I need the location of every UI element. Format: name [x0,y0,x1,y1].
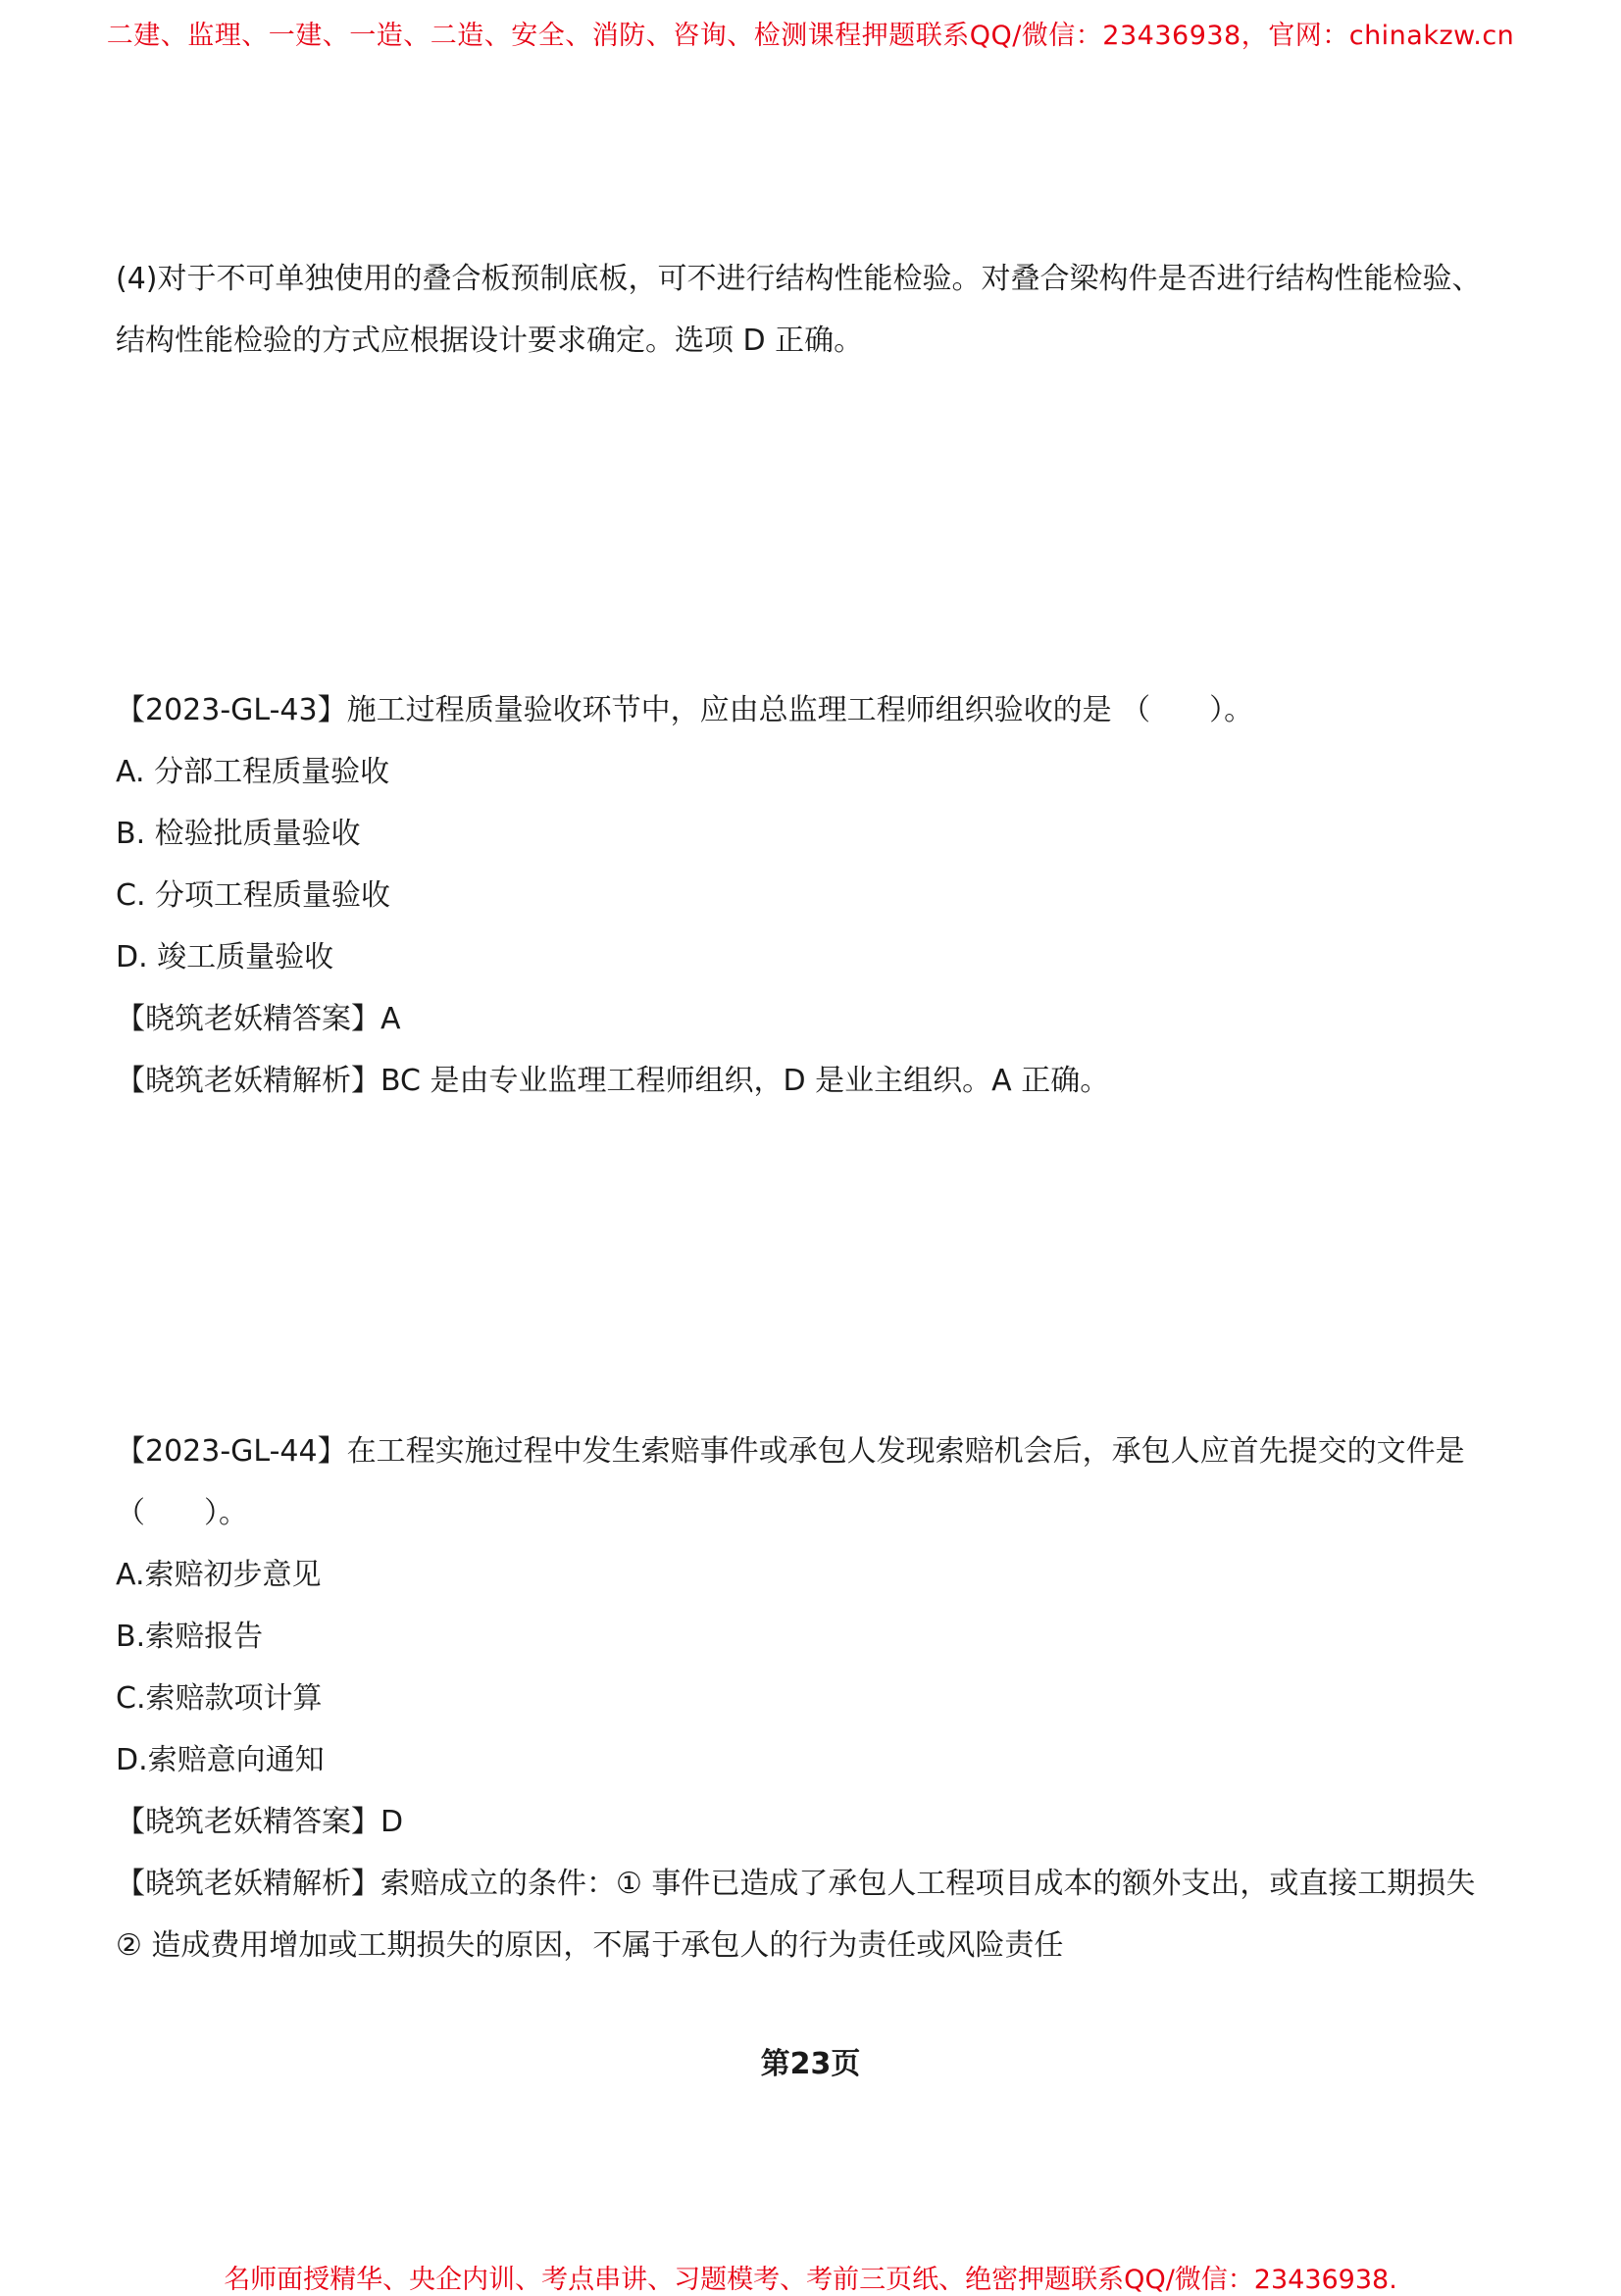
option-d: D.索赔意向通知 [116,1743,325,1777]
analysis: 【晓筑老妖精解析】索赔成立的条件：① 事件已造成了承包人工程项目成本的额外支出，或直接工期损失 [116,1867,1476,1901]
option-b: B.索赔报告 [116,1620,264,1654]
option-c: C. 分项工程质量验收 [116,878,391,913]
answer-explanation-note: (4)对于不可单独使用的叠合板预制底板，可不进行结构性能检验。对叠合梁构件是否进行结构性能检验、结构性能检验的方式应根据设计要求确定。选项 D 正确。 [116,262,1482,358]
option-a: A.索赔初步意见 [116,1558,322,1592]
answer: 【晓筑老妖精答案】D [116,1805,404,1839]
question-44 [116,1421,1508,1976]
question-stem-continued: （ ）。 [116,1496,248,1530]
option-d: D. 竣工质量验收 [116,940,334,974]
answer: 【晓筑老妖精答案】A [116,1002,401,1036]
option-c: C.索赔款项计算 [116,1681,323,1716]
question-43 [116,679,1508,1112]
question-stem: 【2023-GL-44】在工程实施过程中发生索赔事件或承包人发现索赔机会后，承包人应首先提交的文件是 [116,1434,1465,1469]
question-stem: 【2023-GL-43】施工过程质量验收环节中，应由总监理工程师组织验收的是 （ ）。 [116,693,1254,727]
option-b: B. 检验批质量验收 [116,817,361,851]
page-number: 第23页 [760,2047,861,2081]
analysis: 【晓筑老妖精解析】BC 是由专业监理工程师组织，D 是业主组织。A 正确。 [116,1064,1110,1098]
option-a: A. 分部工程质量验收 [116,755,390,789]
analysis-continued: ② 造成费用增加或工期损失的原因，不属于承包人的行为责任或风险责任 [116,1928,1064,1963]
header-banner: 二建、监理、一建、一造、二造、安全、消防、咨询、检测课程押题联系QQ/微信：23436938，官网：chinakzw.cn [106,21,1515,51]
footer-banner: 名师面授精华、央企内训、考点串讲、习题模考、考前三页纸、绝密押题联系QQ/微信：23436938. [224,2265,1397,2295]
